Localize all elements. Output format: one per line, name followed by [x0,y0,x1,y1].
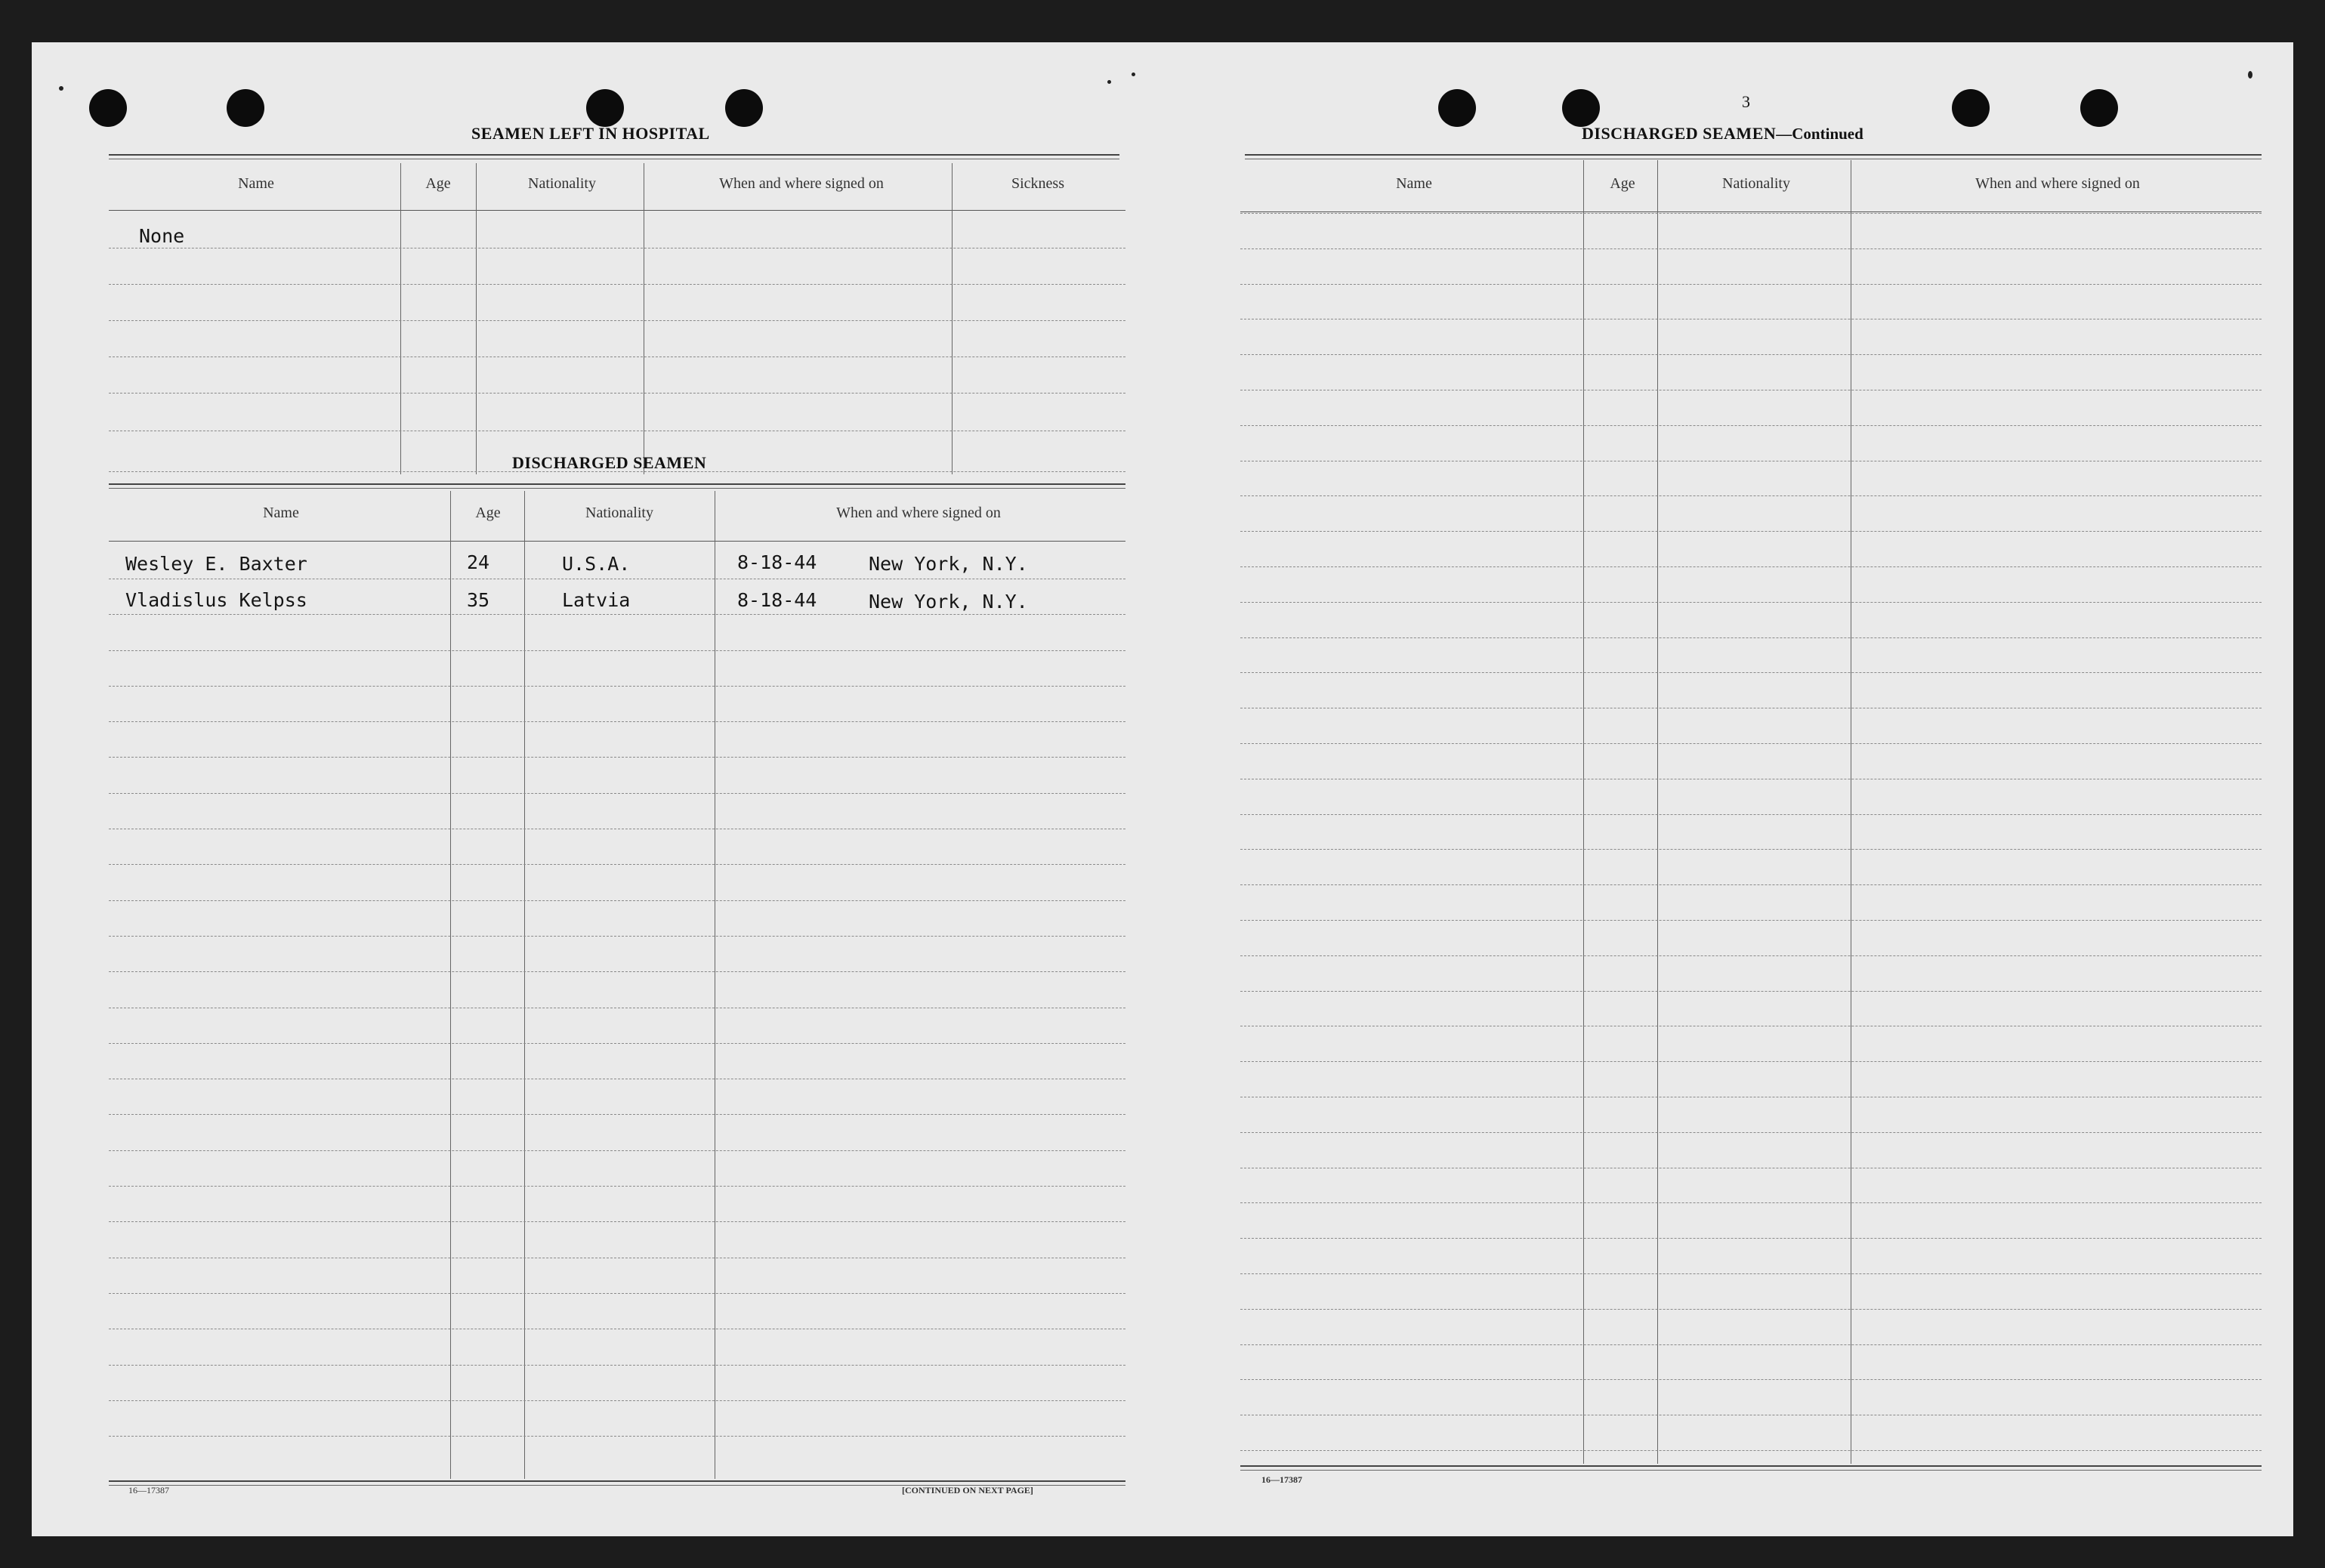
discharged-row-line [109,686,1125,687]
binder-hole [1952,89,1990,127]
hospital-entry-none: None [139,225,185,247]
discharged-header-rule [109,541,1125,542]
right-row-line [1240,248,2262,249]
discharged-row-line [109,757,1125,758]
right-row-line [1240,531,2262,532]
right-row-line [1240,672,2262,673]
discharged-row-line [109,1114,1125,1115]
right-row-line [1240,1202,2262,1203]
right-column-divider [1657,160,1658,1464]
ink-speck [1132,73,1135,76]
discharged-row-line [109,1043,1125,1044]
hospital-row-line [109,320,1125,321]
right-header-nationality: Nationality [1722,175,1790,192]
right-header-name: Name [1396,175,1432,192]
right-section-title-main: DISCHARGED SEAMEN [1582,124,1777,143]
page-number: 3 [1742,92,1750,111]
discharged-row-line [109,1293,1125,1294]
right-row-line [1240,920,2262,921]
right-column-divider [1583,160,1584,1464]
right-row-line [1240,849,2262,850]
right-row-line [1240,955,2262,956]
right-row-line [1240,1238,2262,1239]
right-row-line [1240,602,2262,603]
right-row-line [1240,425,2262,426]
binder-hole [1562,89,1600,127]
ink-speck [1107,80,1111,84]
seaman-2-age: 35 [467,589,490,611]
right-row-line [1240,354,2262,355]
discharged-row-line [109,1150,1125,1151]
right-row-line [1240,1061,2262,1062]
binder-hole [89,89,127,127]
ink-speck [59,86,63,91]
right-row-line [1240,991,2262,992]
discharged-row-line [109,864,1125,865]
right-top-rule [1245,154,2262,159]
discharged-row-line [109,1186,1125,1187]
discharged-header-signed-on: When and where signed on [836,505,1001,521]
discharged-section-title: DISCHARGED SEAMEN [512,453,707,472]
binder-hole [2080,89,2118,127]
seaman-2-name: Vladislus Kelpss [125,589,307,611]
hospital-column-divider [476,163,477,474]
discharged-header-name: Name [263,505,299,521]
discharged-header-nationality: Nationality [585,505,653,521]
discharged-row-line [109,936,1125,937]
discharged-row-line [109,1365,1125,1366]
hospital-top-rule [109,154,1119,159]
right-row-line [1240,637,2262,638]
right-bottom-rule [1240,1465,2262,1471]
binder-hole [1438,89,1476,127]
hospital-header-signed-on: When and where signed on [719,175,884,192]
discharged-row-line [109,793,1125,794]
discharged-row-line [109,614,1125,615]
hospital-row-line [109,393,1125,394]
continued-note: [CONTINUED ON NEXT PAGE] [902,1485,1033,1495]
hospital-header-nationality: Nationality [528,175,596,192]
right-form-number: 16—17387 [1261,1474,1302,1485]
right-row-line [1240,213,2262,214]
seaman-1-name: Wesley E. Baxter [125,553,307,575]
hospital-header-age: Age [425,175,451,192]
right-row-line [1240,884,2262,885]
right-row-line [1240,1273,2262,1274]
discharged-row-line [109,1221,1125,1222]
right-header-age: Age [1610,175,1635,192]
discharged-row-line [109,650,1125,651]
hospital-header-name: Name [238,175,274,192]
seaman-2-place: New York, N.Y. [869,591,1028,613]
discharged-row-line [109,721,1125,722]
document-sheet [32,42,2293,1536]
hospital-column-divider [952,163,953,474]
right-row-line [1240,1450,2262,1451]
seaman-1-age: 24 [467,551,490,573]
binder-hole [725,89,763,127]
right-row-line [1240,814,2262,815]
discharged-row-line [109,971,1125,972]
hospital-column-divider [400,163,401,474]
right-row-line [1240,495,2262,496]
seaman-1-place: New York, N.Y. [869,553,1028,575]
right-row-line [1240,1132,2262,1133]
hospital-header-rule [109,210,1125,211]
discharged-row-line [109,1436,1125,1437]
discharged-column-divider [524,491,525,1479]
discharged-header-age: Age [475,505,501,521]
right-row-line [1240,284,2262,285]
hospital-row-line [109,284,1125,285]
ink-speck [2248,71,2252,79]
hospital-header-sickness: Sickness [1011,175,1064,192]
seaman-1-date: 8-18-44 [737,551,817,573]
binder-hole [586,89,624,127]
discharged-row-line [109,1400,1125,1401]
right-row-line [1240,1379,2262,1380]
discharged-column-divider [450,491,451,1479]
right-header-rule [1240,211,2262,212]
right-row-line [1240,743,2262,744]
right-row-line [1240,566,2262,567]
seaman-2-nationality: Latvia [562,589,631,611]
right-section-title [1582,124,1863,144]
seaman-2-date: 8-18-44 [737,589,817,611]
right-row-line [1240,1344,2262,1345]
right-row-line [1240,1309,2262,1310]
binder-hole [227,89,264,127]
right-section-title-continued: —Continued [1776,125,1863,143]
seaman-1-nationality: U.S.A. [562,553,631,575]
discharged-row-line [109,900,1125,901]
discharged-top-rule [109,483,1125,489]
right-header-signed-on: When and where signed on [1975,175,2140,192]
hospital-section-title: SEAMEN LEFT IN HOSPITAL [471,124,710,143]
left-form-number: 16—17387 [128,1485,169,1495]
